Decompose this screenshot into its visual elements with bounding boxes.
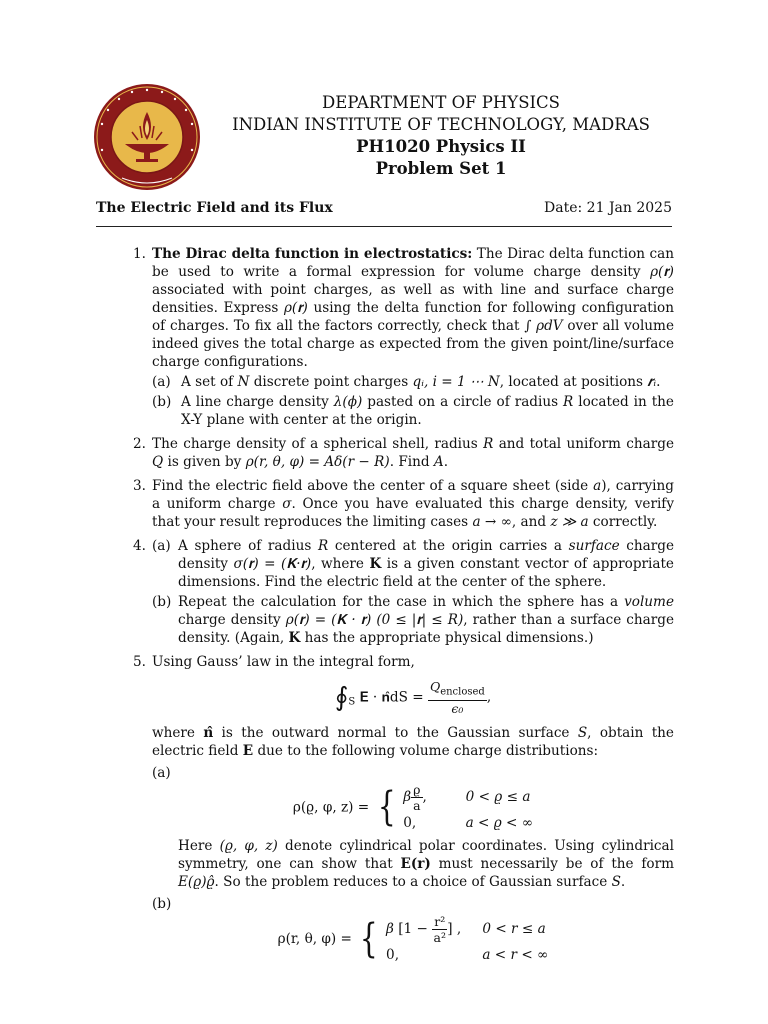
problem-heading: The Dirac delta function in electrostatics: (152, 246, 473, 262)
cylindrical-density-equation (152, 782, 674, 833)
math-expr: 𝐊 (369, 556, 382, 572)
problem-4 (96, 537, 674, 647)
math-expr: ρ(𝐫) (283, 300, 308, 316)
math-expr: S (348, 696, 356, 708)
math-expr: a² (433, 929, 446, 945)
math-expr: enclosed (440, 686, 485, 698)
problem-text: charge density (178, 612, 286, 628)
problem-number: 1. (133, 246, 146, 262)
problem-text: Here (178, 837, 220, 854)
math-expr: R (317, 538, 329, 554)
problem-text: due to the following volume charge distributions: (253, 742, 599, 759)
problem-5b (152, 895, 674, 965)
math-expr: z ≫ a (550, 514, 589, 530)
problem-text: . (443, 454, 449, 470)
math-expr: S (577, 724, 588, 741)
problem-5a (152, 764, 674, 891)
iit-madras-logo (92, 82, 202, 192)
math-expr: 𝐊 (288, 630, 301, 646)
problem-number: 5. (133, 654, 146, 670)
math-expr: 𝐧̂ (203, 724, 214, 741)
topic-title: The Electric Field and its Flux (96, 200, 333, 216)
problem-text: ), carrying a uniform charge (152, 478, 674, 512)
math-expr: a → ∞ (472, 514, 512, 530)
math-expr: 𝒓ᵢ (647, 374, 657, 390)
problem-set-title: Problem Set 1 (375, 159, 507, 178)
problem-text: . So the problem reduces to a choice of Gaussian surface (214, 873, 612, 890)
math-expr: [1 − (398, 920, 428, 937)
math-expr: σ (282, 496, 292, 512)
problem-text: must necessarily be of the form (430, 855, 674, 872)
problem-text: A set of (181, 374, 238, 390)
math-expr: 0, (403, 814, 417, 831)
piecewise-cases: β $\frac{ϱ}{a}$ , 0 < ϱ ≤ a 0, a < ϱ < ∞ (403, 781, 534, 831)
gauss-law-equation: $∮_S$ 𝐄 · 𝐧̂dS = $\frac{Q_{enclosed}}{\text{ϵ₀}}$ , (334, 679, 492, 716)
math-expr: N (237, 374, 250, 390)
problem-2 (96, 435, 674, 471)
math-expr: ρ(𝐫) (650, 264, 674, 280)
math-expr: λ(ϕ) (333, 394, 363, 410)
problem-text: A sphere of radius (178, 538, 318, 554)
problem-text: Using Gauss’ law in the integral form, (152, 654, 415, 670)
math-expr: ∫ ρdV (524, 318, 563, 334)
math-expr: ϵ₀ (451, 700, 464, 716)
gauss-fraction (428, 679, 487, 716)
math-expr: (0 ≤ |𝐫| ≤ R) (376, 612, 464, 628)
problem-text: associated with point charges, as well as with line and surface charge densities. Express (152, 282, 674, 316)
problem-1b (152, 393, 674, 429)
subpart-label: (a) (152, 374, 171, 390)
contour-integral-sign: ∮ (334, 682, 349, 713)
math-expr: ρ(r, θ, φ) = Aδ(r − R) (245, 454, 390, 470)
date-label: Date: 21 Jan 2025 (544, 200, 672, 216)
problem-text: The charge density of a spherical shell, radius (152, 436, 484, 452)
problem-text: . Once you have evaluated this charge density, verify that your result reproduces the limiting cases (152, 496, 674, 530)
problem-text: The Dirac delta function can be used to write a formal expression for volume charge density (152, 246, 674, 280)
problem-text: is a given constant vector of appropriate dimensions. Find the electric field at the center of the sphere. (178, 556, 674, 590)
problem-3 (96, 477, 674, 531)
math-expr: (ϱ, φ, z) (219, 837, 278, 854)
problems-list (96, 245, 674, 971)
problem-number: 4. (133, 538, 146, 554)
subpart-label: (a) (152, 764, 171, 781)
problem-text: Find the electric field above the center of a square sheet (side (152, 478, 594, 494)
institute-line: INDIAN INSTITUTE OF TECHNOLOGY, MADRAS (232, 115, 650, 134)
math-expr: 𝐄(𝐫) (400, 855, 431, 872)
emphasis-text: volume (624, 594, 674, 610)
problem-5a-note (152, 837, 674, 891)
problem-text: is the outward normal to the Gaussian surface (213, 724, 578, 741)
problem-text: , obtain the electric field (152, 724, 674, 759)
left-brace: { (377, 784, 396, 830)
math-expr: R (563, 394, 574, 410)
math-expr: β (386, 920, 394, 937)
subpart-label: (b) (152, 594, 172, 610)
math-expr: a (593, 478, 602, 494)
problem-text: , and (511, 514, 551, 530)
problem-5 (96, 653, 674, 965)
problem-text: located in the X-Y plane with center at the origin. (181, 394, 674, 428)
math-expr: S (611, 873, 621, 890)
spherical-density-equation (152, 913, 674, 965)
problem-text: discrete point charges (249, 374, 413, 390)
problem-text: using the delta function for following configuration of charges. To fix all the factors correctly, check that (152, 300, 674, 334)
math-expr: qᵢ, i = 1 ⋯ N (412, 374, 500, 390)
math-expr: a < r < ∞ (482, 946, 549, 963)
problem-text: correctly. (588, 514, 658, 530)
math-expr: ] , (447, 920, 462, 937)
problem-1 (96, 245, 674, 429)
math-expr: ρ(r, θ, φ) = (277, 930, 352, 947)
math-expr: 0, (386, 946, 400, 963)
problem-text: has the appropriate physical dimensions.) (300, 630, 594, 646)
department-line: DEPARTMENT OF PHYSICS (322, 93, 560, 112)
problem-text: centered at the origin carries a (328, 538, 569, 554)
math-expr: σ(𝐫) = (𝐊·𝐫) (233, 556, 312, 572)
problem-text: and total uniform charge (493, 436, 674, 452)
problem-number: 3. (133, 478, 146, 494)
subpart-label: (b) (152, 394, 172, 410)
problem-text: A line charge density (181, 394, 334, 410)
problem-text: is given by (163, 454, 246, 470)
math-expr: a (413, 797, 421, 813)
piecewise-cases (386, 913, 548, 965)
math-expr: 𝐄 (242, 742, 254, 759)
subpart-label: (a) (152, 538, 171, 554)
problem-text: Repeat the calculation for the case in which the sphere has a (178, 594, 625, 610)
math-expr: 0 < ϱ ≤ a (465, 788, 531, 805)
problem-text: . Find (389, 454, 434, 470)
math-expr: Q (429, 679, 441, 694)
left-brace: { (360, 915, 378, 962)
math-expr: 𝐄 · 𝐧̂dS = (359, 689, 424, 706)
document-header (200, 92, 682, 180)
math-expr: 0 < r ≤ a (482, 920, 546, 937)
math-expr: a < ϱ < ∞ (465, 814, 534, 831)
math-expr: ϱ (413, 781, 421, 797)
math-expr: A (433, 454, 444, 470)
header-divider (96, 226, 672, 227)
problem-1a: (a) A set of N discrete point charges qᵢ, i = 1 ⋯ N, located at positions 𝒓ᵢ. (152, 374, 661, 390)
problem-text: , where (311, 556, 370, 572)
math-expr: r² (434, 913, 446, 929)
problem-text: charge density (178, 538, 674, 572)
emphasis-text: surface (568, 538, 620, 554)
math-expr: R (483, 436, 494, 452)
problem-text: . (620, 873, 626, 890)
problem-number: 2. (133, 436, 146, 452)
math-expr: E(ϱ)ϱ̂ (178, 873, 215, 890)
problem-text: , rather than a surface charge density. (Again, (178, 612, 674, 646)
problem-text: over all volume indeed gives the total charge as expected from the given point/line/surface charge configurations. (152, 318, 674, 370)
problem-4a (152, 537, 674, 591)
subpart-label: (b) (152, 895, 172, 912)
math-expr: β (403, 788, 412, 805)
problem-text: where (152, 724, 204, 741)
math-expr: Q (152, 454, 164, 470)
course-title: PH1020 Physics II (356, 137, 526, 156)
problem-4b (152, 593, 674, 647)
problem-text: pasted on a circle of radius (362, 394, 564, 410)
problem-text: denote cylindrical polar coordinates. Using cylindrical symmetry, one can show that (178, 837, 674, 872)
math-expr: ρ(𝐫) = (𝐊 · 𝐫) (285, 612, 372, 628)
math-expr: ρ(ϱ, φ, z) = (292, 799, 370, 815)
problem-text: , located at positions (499, 374, 648, 390)
